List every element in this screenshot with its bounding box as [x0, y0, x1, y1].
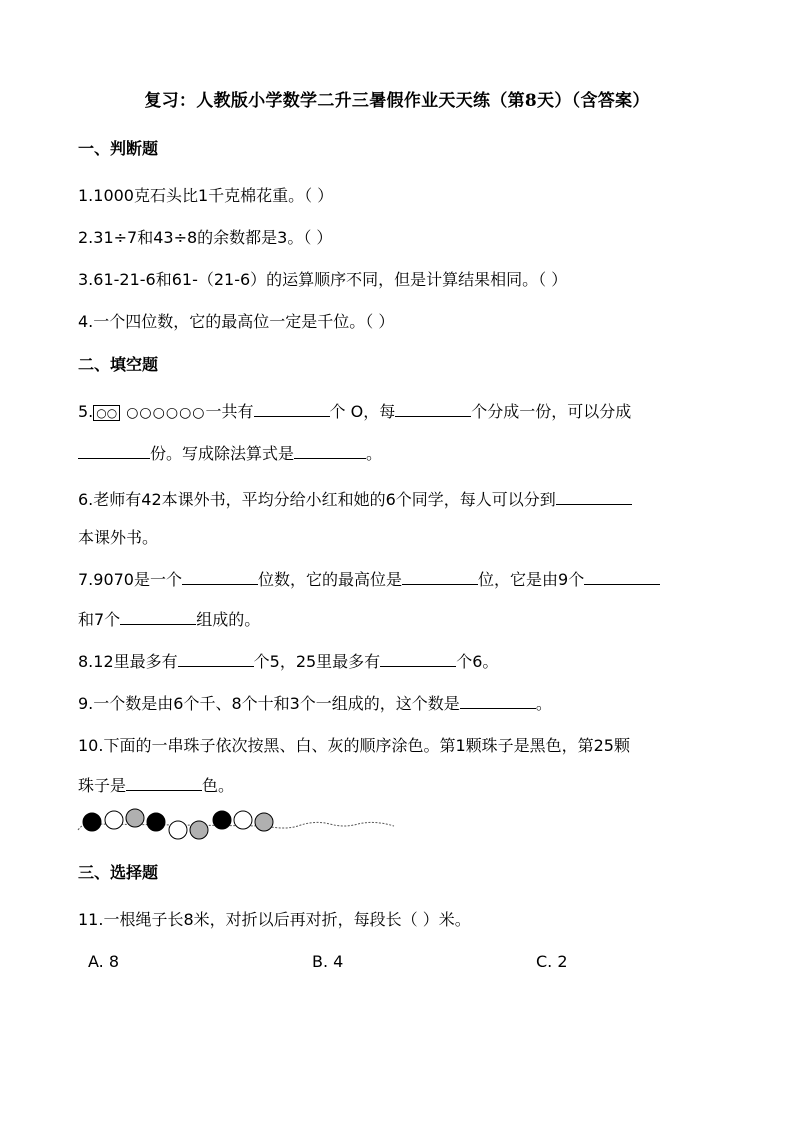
question-5-cont	[78, 444, 382, 464]
boxed-circles: ○○	[93, 405, 120, 421]
section-heading-fill: 二、填空题	[78, 355, 159, 374]
q6-text-1: 6.老师有42本课外书，平均分给小红和她的6个同学，每人可以分到	[78, 490, 556, 509]
bead-gray	[255, 813, 273, 831]
question-10-cont	[78, 776, 234, 796]
q10-text-2: 珠子是	[78, 776, 127, 795]
question-1: 1.1000克石头比1千克棉花重。（ ）	[78, 186, 334, 205]
answer-blank[interactable]	[120, 610, 196, 625]
option-a[interactable]: A. 8	[88, 952, 120, 971]
question-6-cont: 本课外书。	[78, 528, 159, 547]
answer-blank[interactable]	[254, 402, 330, 417]
question-3: 3.61-21-6和61-（21-6）的运算顺序不同，但是计算结果相同。（ ）	[78, 270, 568, 289]
q10-text-3: 色。	[202, 776, 235, 795]
question-5	[78, 402, 631, 423]
bead-black	[83, 813, 101, 831]
question-number: 5.	[78, 402, 94, 421]
bead-gray	[190, 821, 208, 839]
option-b[interactable]: B. 4	[312, 952, 344, 971]
question-6	[78, 490, 632, 510]
question-11: 11.一根绳子长8米，对折以后再对折，每段长（ ）米。	[78, 910, 471, 929]
q7-text-2: 位数，它的最高位是	[258, 570, 403, 589]
answer-blank[interactable]	[380, 652, 456, 667]
answer-blank[interactable]	[395, 402, 471, 417]
answer-blank[interactable]	[556, 490, 632, 505]
question-4: 4.一个四位数，它的最高位一定是千位。（ ）	[78, 312, 395, 331]
section-heading-judgment: 一、判断题	[78, 139, 159, 158]
answer-blank[interactable]	[402, 570, 478, 585]
q5-text-3: 个分成一份，可以分成	[471, 402, 632, 421]
q7-text-3: 位，它是由9个	[478, 570, 585, 589]
q5-text-5: 。	[366, 444, 383, 463]
q9-text-2: 。	[535, 694, 552, 713]
answer-blank[interactable]	[78, 444, 150, 459]
question-7-cont	[78, 610, 260, 630]
answer-blank[interactable]	[126, 776, 202, 791]
bead-white	[169, 821, 187, 839]
q8-text-3: 个6。	[456, 652, 499, 671]
answer-blank[interactable]	[182, 570, 258, 585]
circles-row: ○○○○○○	[126, 405, 206, 421]
bead-white	[105, 811, 123, 829]
question-7	[78, 570, 660, 590]
answer-blank[interactable]	[178, 652, 254, 667]
question-9	[78, 694, 552, 714]
answer-blank[interactable]	[460, 694, 536, 709]
answer-blank[interactable]	[294, 444, 366, 459]
q7-text-4: 和7个	[78, 610, 121, 629]
q9-text-1: 9.一个数是由6个千、8个十和3个一组成的，这个数是	[78, 694, 460, 713]
q5-text-2: 个 O，每	[329, 402, 396, 421]
q7-text-1: 7.9070是一个	[78, 570, 182, 589]
answer-blank[interactable]	[584, 570, 660, 585]
question-10: 10.下面的一串珠子依次按黑、白、灰的顺序涂色。第1颗珠子是黑色，第25颗	[78, 736, 630, 755]
bead-white	[234, 811, 252, 829]
page-title: 复习：人教版小学数学二升三暑假作业天天练（第8天）（含答案）	[144, 91, 650, 111]
option-c[interactable]: C. 2	[536, 952, 568, 971]
q7-text-5: 组成的。	[196, 610, 261, 629]
section-heading-choice: 三、选择题	[78, 863, 159, 882]
bead-black	[147, 813, 165, 831]
question-2: 2.31÷7和43÷8的余数都是3。（ ）	[78, 228, 333, 247]
bead-black	[213, 811, 231, 829]
q5-text-1: 一共有	[205, 402, 254, 421]
q8-text-2: 个5，25里最多有	[253, 652, 381, 671]
bead-gray	[126, 809, 144, 827]
q8-text-1: 8.12里最多有	[78, 652, 178, 671]
question-8	[78, 652, 498, 672]
bead-string-illustration	[74, 806, 404, 846]
q5-text-4: 份。写成除法算式是	[150, 444, 295, 463]
